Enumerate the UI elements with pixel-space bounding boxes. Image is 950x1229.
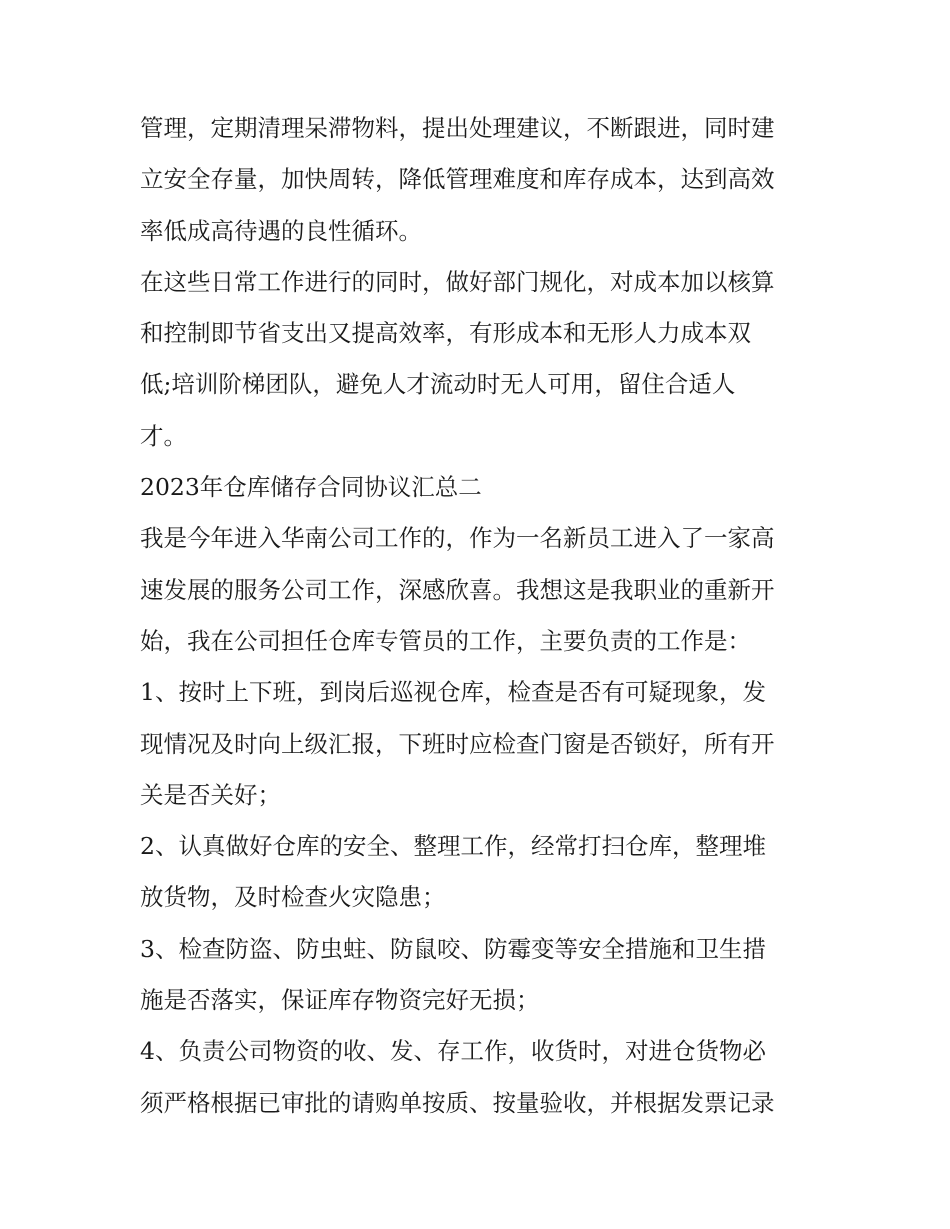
text-line: 立安全存量，加快周转，降低管理难度和库存成本，达到高效	[140, 165, 775, 194]
text-line: 率低成高待遇的良性循环。	[140, 216, 422, 245]
text-line: 现情况及时向上级汇报，下班时应检查门窗是否锁好，所有开	[140, 729, 775, 758]
list-item-3-line: 3、检查防盗、防虫蛀、防鼠咬、防霉变等安全措施和卫生措	[140, 934, 766, 963]
text-line: 才。	[140, 421, 187, 450]
list-item-4-line: 4、负责公司物资的收、发、存工作，收货时，对进仓货物必	[140, 1037, 766, 1066]
text-line: 低;培训阶梯团队，避免人才流动时无人可用，留住合适人	[140, 370, 736, 399]
text-line: 关是否关好；	[140, 780, 281, 809]
text-line: 速发展的服务公司工作，深感欣喜。我想这是我职业的重新开	[140, 575, 775, 604]
text-line: 放货物，及时检查火灾隐患；	[140, 883, 446, 912]
list-item-2-line: 2、认真做好仓库的安全、整理工作，经常打扫仓库，整理堆	[140, 832, 766, 861]
list-item-1-line: 1、按时上下班，到岗后巡视仓库，检查是否有可疑现象，发	[140, 678, 766, 707]
text-line: 须严格根据已审批的请购单按质、按量验收，并根据发票记录	[140, 1088, 775, 1117]
section-heading: 2023年仓库储存合同协议汇总二	[140, 473, 482, 502]
text-line: 始，我在公司担任仓库专管员的工作，主要负责的工作是：	[140, 626, 751, 655]
text-line: 施是否落实，保证库存物资完好无损；	[140, 986, 540, 1015]
document-body	[140, 103, 820, 1129]
text-line: 管理，定期清理呆滞物料，提出处理建议，不断跟进，同时建	[140, 114, 775, 142]
text-line: 和控制即节省支出又提高效率，有形成本和无形人力成本双	[140, 319, 751, 348]
text-line: 我是今年进入华南公司工作的，作为一名新员工进入了一家高	[140, 524, 775, 553]
text-line: 在这些日常工作进行的同时，做好部门规化，对成本加以核算	[140, 267, 775, 296]
